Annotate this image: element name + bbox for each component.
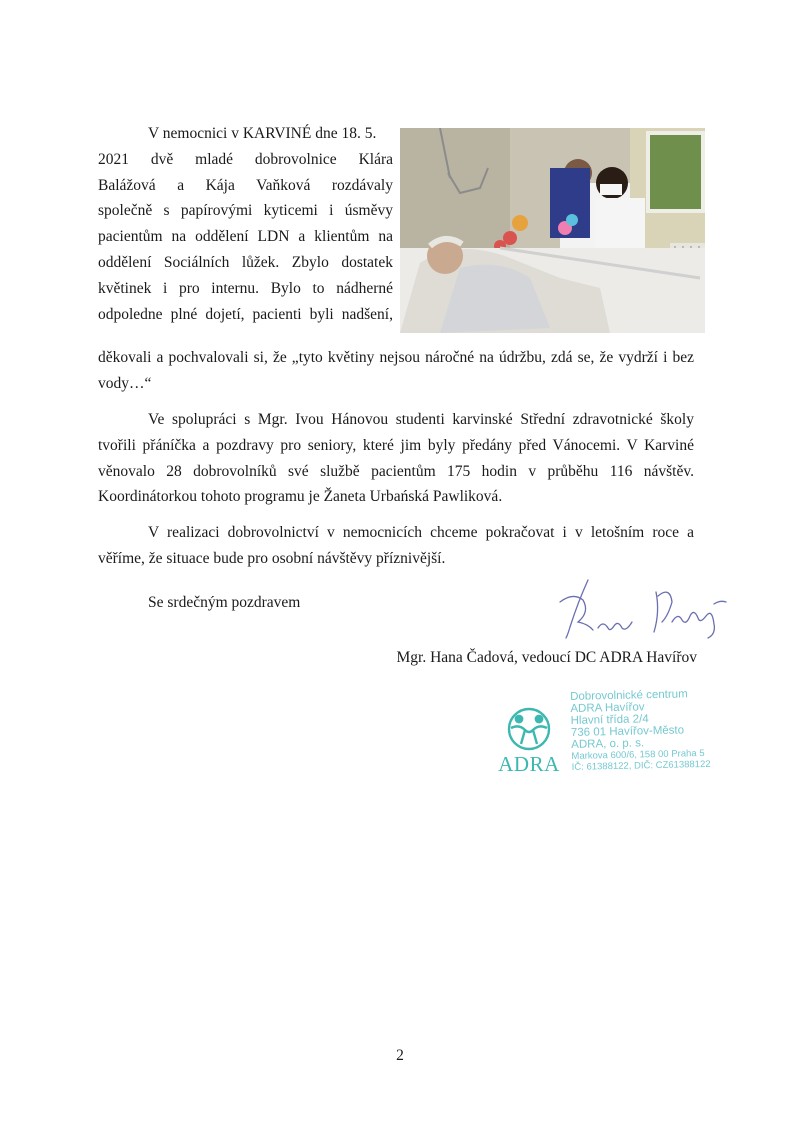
stamp-line: Hlavní třída 2/4 — [570, 713, 649, 727]
paragraph-1-continued: děkovali a pochvalovali si, že „tyto květiny nejsou náročné na údržbu, zdá se, že vydrží i bez vody…“ — [98, 349, 694, 392]
volunteers-photo — [400, 128, 705, 333]
paragraph-3 — [98, 520, 694, 572]
stamp-line: Dobrovolnické centrum — [570, 688, 688, 703]
stamp-line: 736 01 Havířov-Město — [570, 724, 685, 739]
paragraph-1-line: oddělení Sociálních lůžek. Zbylo dostatek — [98, 253, 393, 271]
stamp-text — [570, 688, 711, 773]
stamp-line: Markova 600/6, 158 00 Praha 5 — [571, 747, 705, 762]
paragraph-2 — [98, 407, 694, 510]
paragraph-1-line: květinek i pro internu. Bylo to nádherné — [98, 279, 393, 297]
paragraph-2-text: Ve spolupráci s Mgr. Ivou Hánovou studenti karvinské Střední zdravotnické školy tvořili přáníčka a pozdravy pro seniory, které jim byly předány před Vánocemi. V Karviné věnovalo 28 dobrovolníků své službě pacientům 175 hodin v průběhu 116 návštěv. Koordinátorkou tohoto programu je Žaneta Urbańská Pawliková. — [98, 411, 694, 506]
paragraph-1-line: Balážová a Kája Vaňková rozdávaly — [98, 176, 393, 194]
page-number: 2 — [396, 1047, 404, 1064]
paragraph-1-line: odpoledne plné dojetí, pacienti byli nadšení, — [98, 305, 393, 323]
greeting: Se srdečným pozdravem — [148, 594, 301, 611]
stamp-line: ADRA Havířov — [570, 701, 645, 715]
paragraph-1-line: pacientům na oddělení LDN a klientům na — [98, 228, 393, 246]
stamp-line: IČ: 61388122, DIČ: CZ61388122 — [571, 758, 711, 773]
handwritten-signature — [548, 572, 733, 652]
paragraph-1-line: 2021 dvě mladé dobrovolnice Klára — [98, 150, 393, 168]
paragraph-1-line: V nemocnici v KARVINÉ dne 18. 5. — [148, 125, 377, 142]
adra-logo-icon — [497, 706, 561, 757]
paragraph-1-line: společně s papírovými kyticemi i úsměvy — [98, 202, 393, 220]
paragraph-1 — [98, 121, 393, 327]
paragraph-3-text: V realizaci dobrovolnictví v nemocnicích chceme pokračovat i v letošním roce a věříme, že situace bude pro osobní návštěvy příznivější. — [98, 524, 694, 567]
signer-name: Mgr. Hana Čadová, vedoucí DC ADRA Havířov — [396, 649, 697, 666]
stamp-brand: ADRA — [498, 752, 560, 776]
stamp-line: ADRA, o. p. s. — [571, 737, 645, 751]
